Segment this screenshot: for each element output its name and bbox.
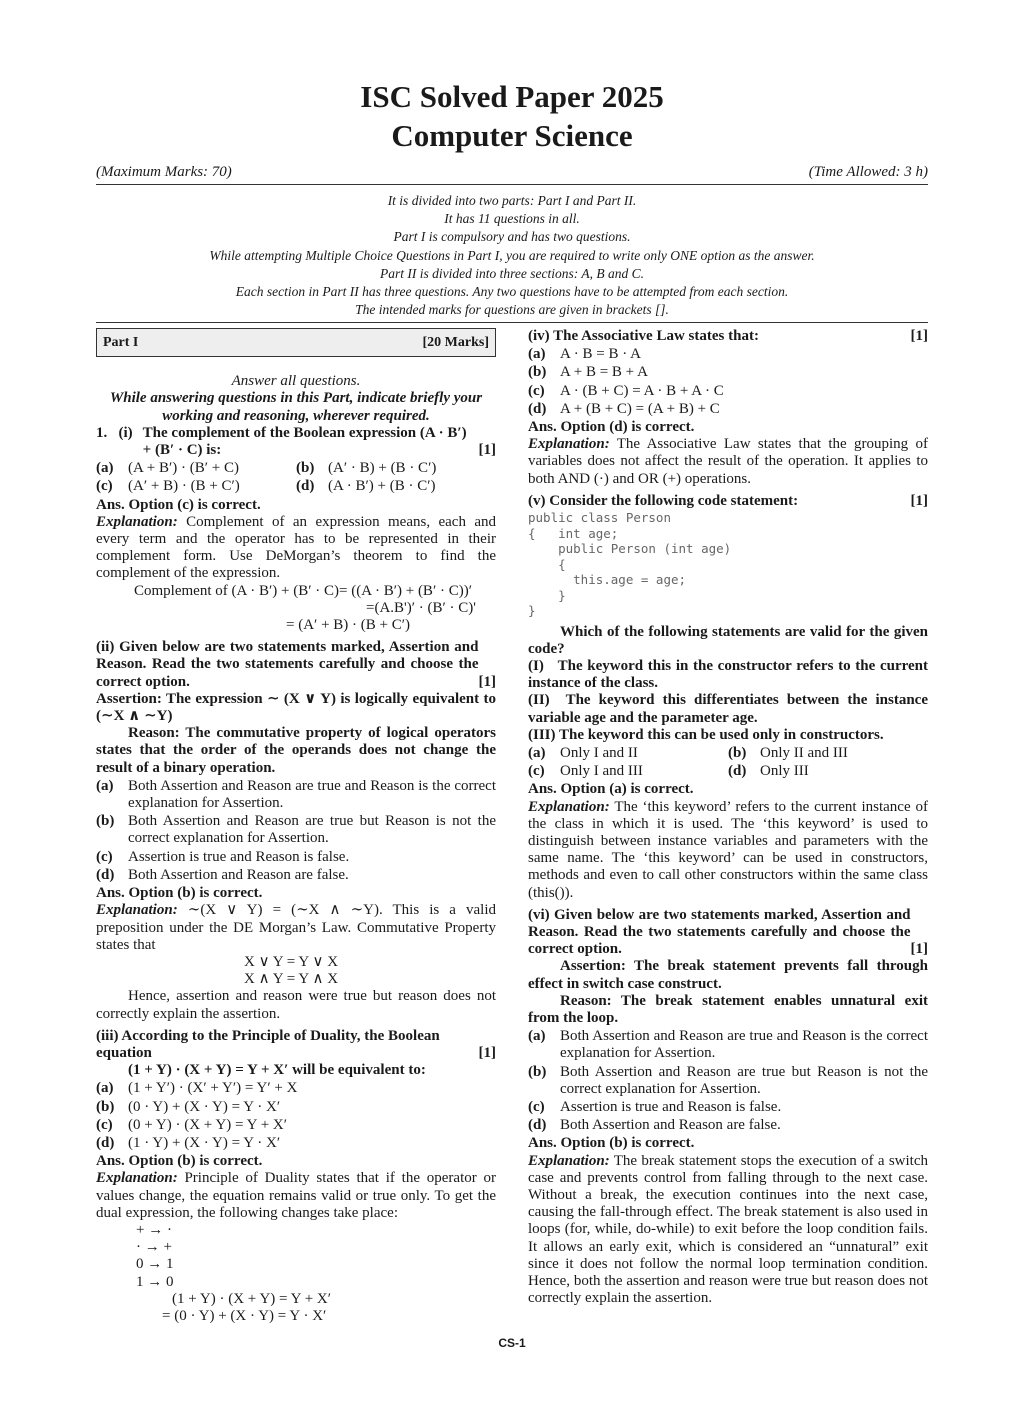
q1iii-answer: Ans. Option (b) is correct.: [96, 1153, 263, 1170]
duality-rule: + → ·: [136, 1221, 172, 1238]
option-text: Both Assertion and Reason are false.: [560, 1117, 781, 1134]
paper-title: ISC Solved Paper 2025: [360, 79, 664, 114]
q1ii-conclusion: Hence, assertion and reason were true but reason does not correctly explain the assertion.: [96, 988, 496, 1022]
option: [528, 383, 928, 400]
q1ii-reason: Reason: The commutative property of logical operators states that the order of the operands does not change the result of a binary operation.: [96, 725, 496, 776]
q1v-heading: [528, 493, 928, 510]
option-text: A + B = B + A: [560, 364, 648, 381]
instruction-line: The intended marks for questions are given in brackets [].: [355, 302, 669, 318]
page-number: CS-1: [498, 1336, 526, 1350]
option-label: (b): [728, 744, 747, 761]
option-text: Both Assertion and Reason are true and Reason is the correct explanation for Assertion.: [560, 1028, 928, 1062]
instruction-line: It has 11 questions in all.: [444, 211, 580, 227]
instruction-line: Each section in Part II has three questions. Any two questions have to be attempted from each section.: [235, 284, 789, 300]
option-text: Only I and II: [560, 744, 638, 761]
option-label: (c): [96, 478, 113, 495]
option-text: Both Assertion and Reason are true but Reason is not the correct explanation for Assertion.: [128, 813, 496, 847]
option-text: Only III: [760, 763, 809, 780]
option-label: (c): [96, 848, 113, 865]
q1v-statement: (I) The keyword this in the constructor refers to the current instance of the class.: [528, 657, 932, 692]
option-label: (a): [96, 1080, 114, 1097]
option-text: Assertion is true and Reason is false.: [560, 1099, 782, 1116]
option-label: (b): [296, 460, 315, 477]
q1iii-math: = (0 · Y) + (X · Y) = Y · X′: [162, 1307, 327, 1324]
q1i-math: Complement of (A · B′) + (B′ · C)= ((A · B′) + (B′ · C))′: [134, 582, 472, 599]
q1ii-explanation: [96, 902, 496, 954]
option: [96, 1099, 496, 1116]
q1v-statement: (III) The keyword this can be used only in constructors.: [528, 726, 884, 743]
q1iii-text: (iii) According to the Principle of Duality, the Boolean equation: [96, 1027, 440, 1061]
q1i-math: =(A.B')′ · (B′ · C)': [366, 599, 476, 616]
q1vi-answer: Ans. Option (b) is correct.: [528, 1135, 695, 1152]
part1-instruction: While answering questions in this Part, indicate briefly your working and reasoning, wherever required.: [109, 390, 483, 424]
marks-time-row: [96, 164, 928, 185]
explanation-text: The break statement stops the execution of a switch case and prevents control from falling through to the next case. Without a break, the execution continues into the next case, causing the fall-through effect. The break statement is also used in loops (for, while, do-while) to exit before the loop condition fails. It allows an early exit, which is considered an “unnatural” exit since it does not follow the normal loop termination condition. Hence, both the assertion and reason were true but reason does not correctly explain the assertion.: [528, 1152, 928, 1307]
option-text: A · (B + C) = A · B + A · C: [560, 382, 724, 399]
option-text: Only II and III: [760, 744, 848, 761]
explanation-text: The Associative Law states that the grouping of variables does not affect the result of the operation. It applies to both AND (·) and OR (+) operations.: [528, 436, 928, 487]
explanation-label: Explanation:: [96, 902, 178, 919]
option-label: (c): [96, 1116, 113, 1133]
option-label: (c): [528, 763, 545, 780]
duality-rule: 0 → 1: [136, 1256, 174, 1273]
q1i-number: 1. (i): [96, 424, 133, 441]
max-marks: (Maximum Marks: 70): [96, 164, 232, 180]
q1ii-assertion: Assertion: The expression ∼ (X ∨ Y) is logically equivalent to (∼X ∧ ∼Y): [96, 690, 496, 725]
option-text: (A · B′) + (B · C′): [328, 478, 436, 495]
option: [528, 1099, 928, 1116]
q1i-marks: [1]: [478, 442, 496, 459]
explanation-text: Principle of Duality states that if the operator or values change, the equation remains valid or true only. To get the dual expression, the following changes take place:: [96, 1170, 496, 1221]
option-label: (b): [96, 813, 115, 830]
option-label: (d): [296, 478, 315, 495]
q1vi-explanation: [528, 1153, 928, 1308]
q1ii-math: X ∧ Y = Y ∧ X: [244, 971, 339, 988]
option: [96, 778, 496, 812]
q1vi-marks: [1]: [910, 941, 928, 958]
q1v-options-row: [528, 763, 928, 780]
option-label: (a): [96, 777, 114, 794]
q1v-answer: Ans. Option (a) is correct.: [528, 781, 694, 798]
instruction-line: Part II is divided into three sections: A, B and C.: [380, 265, 644, 281]
q1ii-heading: [96, 639, 496, 691]
q1ii-answer: Ans. Option (b) is correct.: [96, 885, 263, 902]
option: [528, 1028, 928, 1062]
option-text: (0 + Y) · (X + Y) = Y + X′: [128, 1116, 288, 1133]
explanation-text: The ‘this keyword’ refers to the current instance of the class in which it is used. The ‘this keyword’ is used to distinguish between instance variables and parameters with the same name. The ‘this keyword’ can be used in constructors, methods and even to call other constructors within the same class (this()).: [528, 798, 928, 901]
q1i-math: = (A′ + B) · (B + C′): [286, 617, 411, 634]
option-text: Both Assertion and Reason are true but Reason is not the correct explanation for Assertion.: [560, 1063, 928, 1097]
q1i-text: The complement of the Boolean expression (A · B′) + (B′ · C) is:: [142, 424, 467, 459]
part1-instruction: Answer all questions.: [231, 373, 361, 390]
part1-label: Part I: [103, 335, 139, 350]
option-label: (a): [528, 1028, 546, 1045]
q1iv-answer: Ans. Option (d) is correct.: [528, 419, 695, 436]
q1v-marks: [1]: [910, 492, 928, 509]
q1iii-equation: (1 + Y) · (X + Y) = Y + X′ will be equivalent to:: [128, 1062, 426, 1079]
option-text: (1 + Y′) · (X′ + Y′) = Y′ + X: [128, 1080, 298, 1097]
part1-header: [96, 328, 496, 357]
q1ii-marks: [1]: [478, 673, 496, 690]
option-text: Both Assertion and Reason are false.: [128, 866, 349, 883]
option-text: (1 · Y) + (X · Y) = Y · X′: [128, 1134, 281, 1151]
option-label: (b): [528, 364, 547, 381]
option: [96, 1080, 496, 1097]
option-label: (d): [96, 1134, 115, 1151]
option-label: (b): [96, 1098, 115, 1115]
option-text: (A′ · B) + (B · C′): [328, 460, 437, 477]
option-text: A · B = B · A: [560, 346, 641, 363]
q1iii-heading: [96, 1028, 496, 1062]
left-column: [96, 328, 496, 1325]
explanation-label: Explanation:: [528, 798, 610, 815]
q1vi-text: (vi) Given below are two statements marked, Assertion and Reason. Read the two statements carefully and choose the correct option.: [528, 906, 911, 958]
paper-subject: Computer Science: [391, 118, 633, 153]
q1ii-math: X ∨ Y = Y ∨ X: [244, 953, 339, 970]
instruction-line: While attempting Multiple Choice Questions in Part I, you are required to write only ONE option as the answer.: [209, 247, 815, 263]
option: [96, 813, 496, 847]
option-label: (d): [96, 866, 115, 883]
explanation-label: Explanation:: [528, 436, 610, 453]
option-label: (c): [528, 1099, 545, 1116]
option-label: (d): [528, 400, 547, 417]
option: [528, 401, 928, 418]
q1v-text: (v) Consider the following code statement:: [528, 492, 799, 509]
q1v-question: Which of the following statements are valid for the given code?: [528, 623, 928, 657]
option: [528, 1064, 928, 1098]
q1i-options-row: [96, 478, 496, 495]
q1v-explanation: [528, 799, 928, 902]
q1iii-explanation: [96, 1170, 496, 1222]
option-label: (b): [528, 1063, 547, 1080]
option-label: (d): [528, 1117, 547, 1134]
option-text: (A + B′) · (B′ + C): [128, 460, 239, 477]
instruction-line: Part I is compulsory and has two questions.: [393, 229, 631, 245]
option: [528, 364, 928, 381]
q1v-statement: (II) The keyword this differentiates between the instance variable age and the parameter age.: [528, 692, 932, 726]
explanation-label: Explanation:: [528, 1152, 610, 1169]
option-label: (a): [528, 744, 546, 761]
option-text: (A′ + B) · (B + C′): [128, 478, 240, 495]
duality-rule: 1 → 0: [136, 1273, 174, 1290]
duality-rule: · → +: [136, 1239, 172, 1256]
option: [96, 1135, 496, 1152]
option: [528, 346, 928, 363]
option-label: (a): [528, 346, 546, 363]
option-text: Assertion is true and Reason is false.: [128, 848, 350, 865]
explanation-label: Explanation:: [96, 1170, 178, 1187]
q1v-options-row: [528, 745, 928, 762]
option-text: (0 · Y) + (X · Y) = Y · X′: [128, 1098, 281, 1115]
option-text: A + (B + C) = (A + B) + C: [560, 400, 720, 417]
q1vi-assertion: Assertion: The break statement prevents fall through effect in switch case construct.: [528, 958, 928, 992]
option-text: Only I and III: [560, 763, 643, 780]
q1vi-heading: [528, 907, 928, 959]
option: [96, 867, 496, 884]
part1-marks: [20 Marks]: [422, 335, 489, 350]
q1iii-marks: [1]: [478, 1044, 496, 1061]
option-label: (a): [96, 460, 114, 477]
general-instructions: [96, 192, 928, 323]
q1i-explanation: [96, 514, 496, 583]
q1iv-explanation: [528, 436, 928, 488]
option-label: (d): [728, 763, 747, 780]
q1iv-marks: [1]: [910, 328, 928, 344]
option-text: Both Assertion and Reason are true and Reason is the correct explanation for Assertion.: [128, 777, 496, 812]
q1iv-text: (iv) The Associative Law states that:: [528, 328, 759, 344]
option-label: (c): [528, 382, 545, 399]
code-block: public class Person { int age; public Person (int age) { this.age = age; } }: [528, 510, 732, 619]
q1i-answer: Ans. Option (c) is correct.: [96, 496, 261, 513]
q1ii-text: (ii) Given below are two statements marked, Assertion and Reason. Read the two statements carefully and choose the correct option.: [96, 639, 479, 690]
q1iv-heading: [528, 328, 928, 345]
q1vi-reason: Reason: The break statement enables unnatural exit from the loop.: [528, 992, 928, 1026]
right-column: [528, 328, 932, 1307]
q1i-heading: [96, 425, 496, 459]
instruction-line: It is divided into two parts: Part I and Part II.: [387, 193, 637, 208]
option: [96, 1117, 496, 1134]
q1i-options-row: [96, 460, 496, 477]
q1iii-math: (1 + Y) · (X + Y) = Y + X′: [172, 1290, 332, 1307]
explanation-text: Complement of an expression means, each and every term and the operator has to be represented in their complement form. Use DeMorgan’s theorem to find the complement of the expression.: [96, 513, 497, 582]
option: [528, 1117, 928, 1134]
option: [96, 849, 496, 866]
time-allowed: (Time Allowed: 3 h): [808, 164, 928, 180]
explanation-text: ∼(X ∨ Y) = (∼X ∧ ∼Y). This is a valid preposition under the DE Morgan’s Law. Commutative Property states that: [96, 902, 496, 953]
explanation-label: Explanation:: [96, 513, 178, 530]
